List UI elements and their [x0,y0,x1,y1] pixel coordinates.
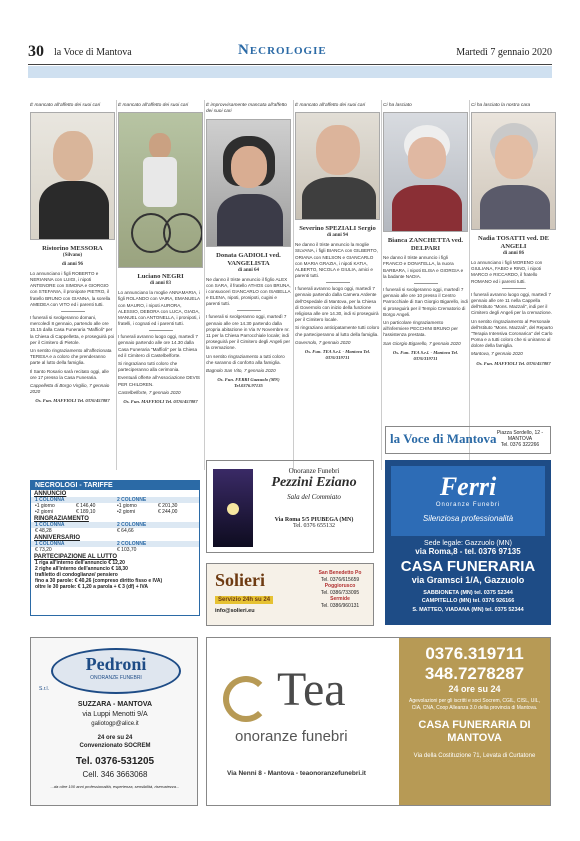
obit-paragraph: I funerali avranno luogo oggi, martedì 7 gennaio alle ore 11 nella Cappella dell'Istituto "Mons. Mazzali", indi per il Cimitero degli Angeli per la cremazione. [471,291,552,316]
ad-pedroni [30,637,198,806]
ad-tea [206,637,551,806]
obit-paragraph: I funerali avranno luogo oggi, martedì 7 gennaio partendo alle ore 14.30 dalla Casa Funeraria "Maffioli" per la Chiesa ed il Cimitero di Castelbelforte. [118,334,198,358]
solieri-branch: Sermide [330,596,350,602]
obit-paragraph: Ne danno il triste annuncio la moglie SILVANA, i figli BIANCA con GILBERTO, ORIANA con NELSON e GIANCARLO con MARIA GRAZIA, i nipoti KATIA, ALBERTO, NICOLA e GIULIA, amici e parenti tutti. [295,242,378,279]
ad-voce-di-mantova [385,426,551,454]
tea-address: Via Nenni 8 - Mantova - teaonoranzefunebri.it [227,770,366,777]
tea-sub: onoranze funebri [235,728,348,745]
obit-name: Severino SPEZIALI Sergio [299,225,376,233]
voce-address: Piazza Sordello, 12 - MANTOVA [496,430,544,442]
tea-name: Tea [277,663,346,716]
obit-paragraph: I funerali si svolgeranno domani, mercoledì 8 gennaio, partendo alle ore 15.15 dalla Casa Funeraria "Maffioli" per la Chiesa di Cappelletta, e proseguirà poi per il Cimitero di Pietole. [30,315,115,345]
pedroni-h24: 24 ore su 24 [97,734,133,741]
solieri-logo: Solieri [215,570,265,590]
obit-age: di anni 94 [326,233,349,239]
obit-photo [30,112,115,240]
pezzini-address: Via Roma 5/5 PIUBEGA (MN) [274,517,354,523]
tariffe-col2: 2 COLONNE [117,522,147,528]
publication-name: la Voce di Mantova [54,47,132,58]
tariffe-ringraziamento-label: RINGRAZIAMENTO [34,516,89,522]
pedroni-note: ...da oltre 100 anni professionalità, esperienza, sensibilità, riservatezza... [50,783,180,789]
page-header [28,40,552,65]
pezzini-top: Onoranze Funebri [288,467,340,475]
obit-paragraph: Si ringraziano anticipatamente tutti coloro che parteciperanno al lutto della famiglia. [295,325,380,337]
obit-intro: È mancato all'affetto dei suoi cari [30,103,101,108]
pedroni-srl: S.r.l. [39,686,50,692]
obit-paragraph: Un sentito ringraziamento al Personale dell'Istituto "Mons. Mazzali", del Reparto "Terapia Intensiva Coronarica" del Carlo Poma e a tutti coloro che si uniranno al dolore della famiglia. [471,318,553,349]
solieri-tel: Tel. 0386/733095 [320,589,360,596]
pedroni-name: Pedroni [85,654,147,674]
obit-paragraph: Un particolare ringraziamento all'infermiere PECCHINI BRUNO per l'assistenza prestata. [383,319,458,338]
tariffe-cell: •1 giorno [117,503,137,509]
header-band [28,66,552,78]
obit-signature: Cappelletta di Borgo Virgilio, 7 gennaio 2020 [30,382,110,395]
obit-signature: Mantova, 7 gennaio 2020 [471,351,523,357]
obit-name: Ristorino MESSORA [42,245,103,253]
pedroni-city: SUZZARA - MANTOVA [77,701,153,708]
tea-cf: CASA FUNERARIA DI MANTOVA [418,719,531,745]
obit-signature: Castelbelforte, 7 gennaio 2020 [118,389,181,395]
obit-paragraph: Ne danno il triste annuncio i figli FRANCO e DONATELLA, la nuora BARBARA, i nipoti ELISA e GIORGIA e la badante NADIA. [383,255,464,279]
pezzini-tel: Tel. 0376 655132 [292,523,336,529]
obit-age: di anni 83 [149,281,172,287]
tea-emblem-icon [223,676,269,722]
column-divider [293,100,294,470]
ferri-logo: Ferri [439,472,497,501]
obit-intro: Ci ha lasciato la nostra cara [471,103,531,108]
tariffe-col1: 1 COLONNA [35,541,65,547]
pedroni-cell: Cell. 346 3663068 [82,769,148,779]
pezzini-name: Pezzini Eziano [271,475,357,490]
solieri-branch: San Benedetto Po [318,570,362,576]
tariffe-cell: € 64,66 [117,528,134,534]
column-divider [469,100,470,470]
voce-logo: la Voce di Mantova [390,431,497,446]
obit-agency: Os. Fun. MAFFIOLI Tel. 0376/457887 [123,398,198,404]
tariffe-cell: •1 giorno [35,503,55,509]
column-divider [204,100,205,470]
obit-name: Luciano NEGRI [137,273,184,281]
tariffe-annuncio-label: ANNUNCIO [34,491,67,497]
tariffe-cell: € 103,70 [117,547,137,553]
tea-phone1: 0376.319711 [425,644,524,663]
tariffe-anniversario-label: ANNIVERSARIO [34,535,81,541]
obituary-negri [118,103,203,405]
obit-paragraph: Un sentito ringraziamento all'affezionata TERESA e a coloro che prenderanno parte al lutto della famiglia. [30,347,112,366]
ferri-branch: S. MATTEO, VIADANA (MN) tel. 0375 52344 [412,606,524,613]
obit-age: di anni 86 [502,251,525,257]
pezzini-photo [213,469,253,547]
obit-paragraph: I funerali si svolgeranno oggi, martedì 7 gennaio alle ore 10 presso il Centro Parrocchiale di San Giorgio Bigarello, indi si proseguirà per il Tempio Crematorio di Borgo Angeli. [383,287,468,317]
tariffe-cell: € 201,30 [158,503,178,509]
obit-photo [295,112,380,220]
obit-agency: Os. Fun. MAFFIOLI Tel. 0376/457887 [35,398,110,404]
ferri-slogan: Silenziosa professionalità [422,514,514,523]
section-title: Necrologie [238,42,327,58]
obituary-messora [30,103,115,404]
tariffe-cell: € 146,40 [76,503,96,509]
obit-paragraph: I funerali si svolgeranno oggi, martedì 7 gennaio alle ore 14.30 partendo dalla propria abitazione in Via IV Novembre nr. 11 per la Chiesa Parrocchiale locale; indi proseguirà per il Cimitero degli Angeli per la cremazione. [206,314,291,351]
tea-h24: 24 ore su 24 [448,684,501,694]
solieri-tel: Tel. 0386/960131 [320,602,360,609]
obit-paragraph: Ne danno il triste annuncio il figlio ALEX con SARA, il fratello ATHOS con BRUNA, i consuoceri GIANCARLO con ISABELLA e ELENA, nipoti, pronipoti, cugini e parenti tutti. [206,276,291,307]
obit-paragraph: Si ringraziano tutti coloro che parteciperanno alla cerimonia. [118,361,180,373]
tea-conv: Agevolazioni per gli iscritti e soci Socrem, CGIL, CISL, UIL, CIA, CNA, Coop Alleanza 3.0 della provincia di Mantova. [409,698,540,711]
obit-photo [118,112,203,268]
solieri-tel: Tel. 0376/615659 [320,576,360,583]
tea-cf-via: Via della Costituzione 71, Levata di Curtatone [413,753,536,760]
obit-paragraph: Lo annunciano i figli MORENO con GIULIANA, FABIO e RINO, i nipoti MARCO e RICCARDO, il fratello ROMANO ed i parenti tutti. [471,260,543,284]
obit-signature: Governolo, 7 gennaio 2020 [295,339,351,345]
tariffe-line: oltre le 30 parole: € 1,20 a parola + € 3 (df) + IVA [35,584,149,590]
obituary-zanchetta [383,103,468,362]
tariffe-col2: 2 COLONNE [117,497,147,503]
tariffe-line: trafiletto di condoglianze/ pensiero [35,572,118,578]
ferri-branch: CAMPITELLO (MN) tel. 0376 926166 [421,598,515,605]
tariffe-lutto-label: PARTECIPAZIONE AL LUTTO [34,554,118,560]
obit-intro: È improvvisamente mancata all'affetto dei suoi cari [206,103,287,115]
ferri-sub: Onoranze Funebri [435,502,501,508]
tariffe-line: fino a 30 parole: € 40,26 (compreso diritto fisso e IVA) [35,578,163,584]
obit-agency: Os. Fun. TEA S.r.l. - Mantova Tel. 0376/319711 [304,348,371,361]
obit-signature: Bagnolo San Vito, 7 gennaio 2020 [206,367,276,373]
obit-photo [383,112,468,232]
obit-intro: È mancato all'affetto dei suoi cari [118,103,189,108]
tariffe-cell: € 244,00 [158,509,178,515]
obit-paragraph: Il Santo Rosario sarà recitato oggi, alle ore 17 presso la Casa Funeraria. [30,368,109,380]
tariffe-line: 2 righe all'interno dell'annuncio € 18,30 [35,566,128,572]
pedroni-email: galiotogp@alice.it [91,720,139,727]
obit-paragraph: Lo annunciano i figli ROBERTO e NERIANNA con LUIGI, i nipoti ANTENORE con SIMONA e GIORGIO con STEFANIA, il pronipote PIETRO, il fratello BRUNO con GIANNA, la sorella AMEDEA con VITO ed i parenti tutti. [30,270,111,307]
obit-intro: È mancato all'affetto dei suoi cari [295,103,366,108]
obituary-speziali [295,103,380,361]
column-divider [381,100,382,470]
obit-signature: San Giorgio Bigarello, 7 gennaio 2020 [383,340,461,346]
obit-age: di anni 96 [61,262,84,268]
issue-date: Martedì 7 gennaio 2020 [456,47,552,58]
obit-paragraph: Eventuali offerte all'Associazione DEVIS PER CHILDREN. [118,375,200,387]
obit-paragraph: Un sentito ringraziamento a tutti coloro che saranno di conforto alla famiglia. [206,353,285,365]
tariffe-cell: •2 giorni [117,509,136,515]
ferri-sede: Sede legale: Gazzuolo (MN) [424,540,512,547]
obit-age: di anni 64 [237,267,260,273]
tariffe-col2: 2 COLONNE [117,541,147,547]
voce-tel: Tel. 0376 322266 [500,442,540,448]
ferri-cf-via: via Gramsci 1/A, Gazzuolo [411,575,525,585]
tariffe-col1: 1 COLONNA [35,522,65,528]
obit-intro: Ci ha lasciato [383,103,412,108]
ad-pezzini [206,460,374,553]
tariffe-box [30,480,200,616]
solieri-email: info@solieri.eu [215,608,255,614]
tea-logo [213,662,393,772]
obit-paragraph: Lo annunciano la moglie ANNAMARIA, i figli ROLANDO con VAIRA, EMANUELA con MAURO, i nipoti AURORA, ALESSIO, DEBORA con LUCA, GIADA, MANUEL con ANTONELLA, i pronipoti, i fratelli, i cognati ed i parenti tutti. [118,290,200,327]
tariffe-col1: 1 COLONNA [35,497,65,503]
tariffe-cell: € 73,20 [35,547,52,553]
obituary-gadioli [206,103,291,390]
obit-paragraph: I funerali avranno luogo oggi, martedì 7 gennaio partendo dalla Camera Ardente dell'Ospedale di Mantova, per la Chiesa di Governolo con inizio della funzione religiosa alle ore 14.30, indi si proseguirà per il Cimitero locale. [295,286,379,323]
ad-ferri [385,460,551,625]
ad-solieri [206,563,374,626]
solieri-branch: Poggiorusco [324,583,356,589]
solieri-service: Servizio 24h su 24 [215,596,273,604]
obit-name: Bianca ZANCHETTA ved. DELPARI [387,237,464,253]
pedroni-address: via Luppi Menotti 9/A [82,710,148,718]
page-number: 30 [28,43,44,60]
ferri-via: via Roma,8 - tel. 0376 97135 [415,547,521,556]
ferri-branch: SABBIONETA (MN) tel. 0375 52344 [423,590,513,596]
pedroni-conv: Convenzionato SOCREM [79,743,151,750]
obit-agency: Os. Fun. MAFFIOLI Tel. 0376/457887 [476,360,551,366]
pezzini-sub: Sala del Commiato [287,493,341,501]
obit-nickname: (Silvano) [62,253,83,259]
tea-phone2: 348.7278287 [424,664,525,683]
tariffe-title: NECROLOGI - TARIFFE [31,481,199,490]
obit-photo [471,112,556,230]
tariffe-cell: € 189,10 [76,509,96,515]
tariffe-cell: € 48,28 [35,528,52,534]
obituary-tosatti [471,103,556,367]
pedroni-logo [51,648,181,694]
tariffe-line: 1 riga all'interno dell'annuncio € 12,20 [35,560,125,566]
tariffe-cell: •2 giorni [35,509,54,515]
obit-agency: Os. Fun. FERRI Gazzuolo (MN) Tel.0376.97135 [217,377,280,389]
column-divider [116,100,117,470]
ferri-cf: CASA FUNERARIA [400,558,536,575]
obit-name: Nadia TOSATTI ved. DE ANGELI [477,235,550,251]
pedroni-tel: Tel. 0376-531205 [75,755,155,767]
obit-photo [206,119,291,247]
obit-agency: Os. Fun. TEA S.r.l. - Mantova Tel. 0376/319711 [392,349,459,361]
obit-name: Donata GADIOLI ved. VANGELISTA [216,251,281,267]
pedroni-sub: ONORANZE FUNEBRI [90,675,142,681]
